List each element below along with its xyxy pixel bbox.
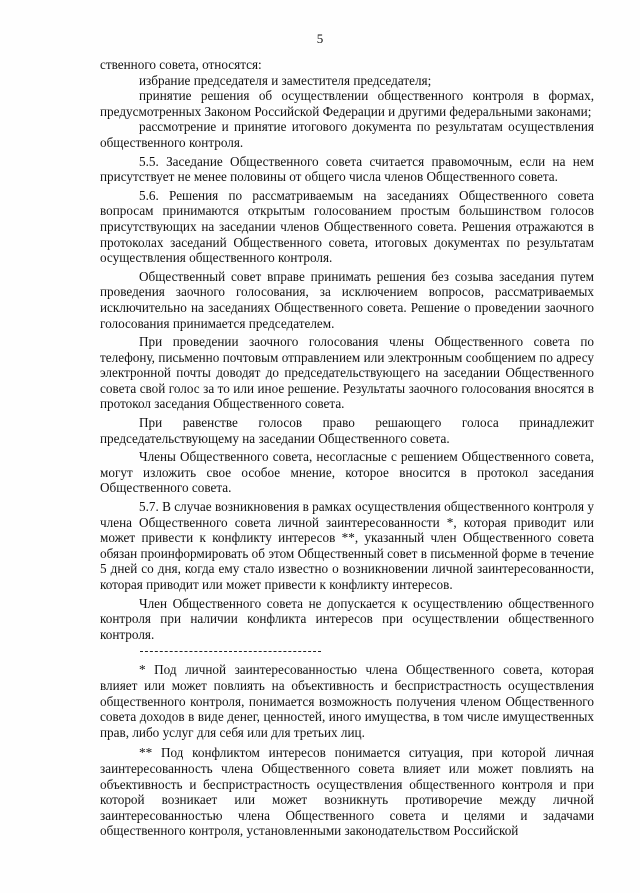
paragraph-continuation: ственного совета, относятся: bbox=[100, 57, 262, 72]
footnotes bbox=[100, 662, 594, 839]
footnote-conflict-of-interest: ** Под конфликтом интересов понимается ситуация, при которой личная заинтересованность члена Общественного совета влияет или может повлиять на объективность и беспристрастность осуществления общественного контроля и при которой возникает или может возникнуть противоречие между личной заинтересованностью члена Общественного совета и целями и задачами общественного контроля, установленными законодательством Российской bbox=[100, 745, 594, 839]
list-item-control-decision: принятие решения об осуществлении общественного контроля в формах, предусмотренных Законом Российской Федерации и другими федеральными законами; bbox=[100, 88, 594, 119]
page-number: 5 bbox=[316, 31, 324, 46]
paragraph-conflict-exclusion: Член Общественного совета не допускается к осуществлению общественного контроля при наличии конфликта интересов при осуществлении общественного контроля. bbox=[100, 595, 594, 642]
paragraph-absentee-voting: Общественный совет вправе принимать решения без созыва заседания путем проведения заочного голосования, за исключением вопросов, рассматриваемых исключительно на заседаниях Общественного совета. Решение о проведении заочного голосования принимается председателем. bbox=[100, 268, 594, 331]
paragraph-dissenting-opinion: Члены Общественного совета, несогласные с решением Общественного совета, могут изложить свое особое мнение, которое вносится в протокол заседания Общественного совета. bbox=[100, 449, 594, 496]
document-body bbox=[100, 57, 594, 844]
paragraph-absentee-procedure: При проведении заочного голосования члены Общественного совета по телефону, письменно почтовым отправлением или электронным сообщением по адресу электронной почты доводят до председательствующего на заседании Общественного совета свой голос за то или иное решение. Результаты заочного голосования вносятся в протокол заседания Общественного совета. bbox=[100, 334, 594, 412]
list-item-final-document: рассмотрение и принятие итогового документа по результатам осуществления общественного контроля. bbox=[100, 119, 594, 150]
clause-5-5: 5.5. Заседание Общественного совета считается правомочным, если на нем присутствует не менее половины от общего числа членов Общественного совета. bbox=[100, 153, 594, 185]
paragraph-tie-vote: При равенстве голосов право решающего голоса принадлежит председательствующему на заседании Общественного совета. bbox=[100, 415, 594, 446]
footnote-separator bbox=[140, 651, 321, 652]
clause-5-6: 5.6. Решения по рассматриваемым на заседаниях Общественного совета вопросам принимаются открытым голосованием простым большинством голосов присутствующих на заседании членов Общественного совета. Решения отражаются в протоколах заседаний Общественного совета, итоговых документах по результатам осуществления общественного контроля. bbox=[100, 187, 594, 266]
clause-5-7: 5.7. В случае возникновения в рамках осуществления общественного контроля у члена Общественного совета личной заинтересованности *, которая приводит или может привести к конфликту интересов **, указанный член Общественного совета обязан проинформировать об этом Общественный совет в письменной форме в течение 5 дней со дня, когда ему стало известно о возникновении личной заинтересованности, которая приводит или может привести к конфликту интересов. bbox=[100, 499, 594, 592]
list-item-election: избрание председателя и заместителя председателя; bbox=[139, 72, 432, 88]
footnote-personal-interest: * Под личной заинтересованностью члена Общественного совета, которая влияет или может повлиять на объективность и беспристрастность осуществления общественного контроля, понимается возможность получения членом Общественного совета доходов в виде денег, ценностей, иного имущества, в том числе имущественных прав, либо услуг для себя или для третьих лиц. bbox=[100, 662, 594, 740]
